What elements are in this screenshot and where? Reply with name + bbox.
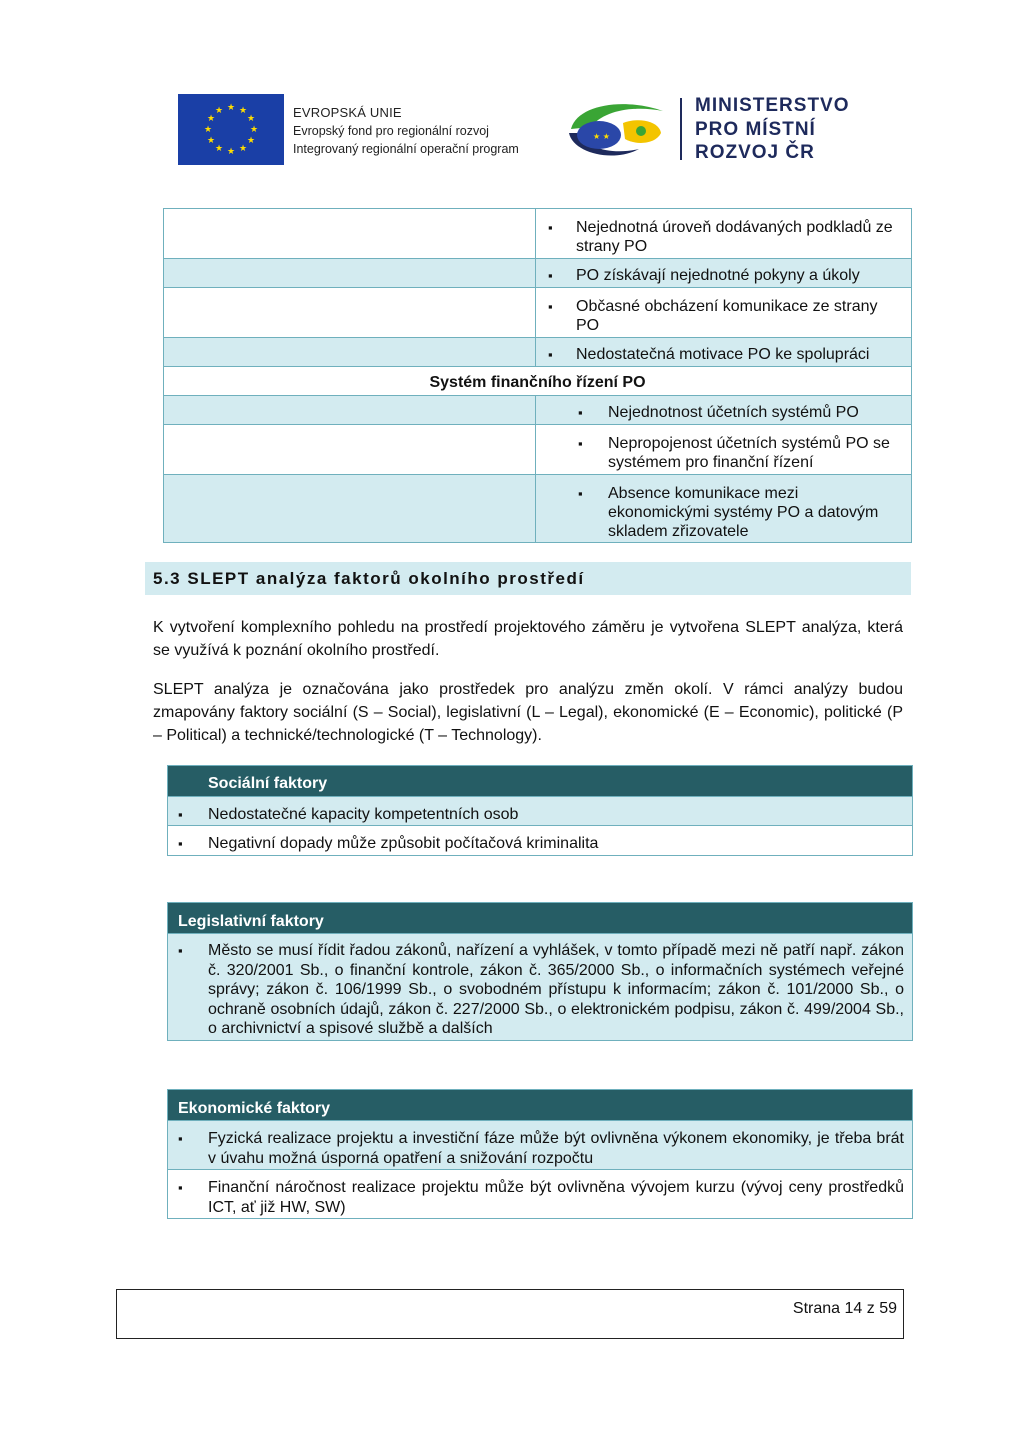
bullet-icon: ▪ [548, 268, 553, 283]
svg-text:★: ★ [246, 136, 256, 146]
risk-item: Občasné obcházení komunikace ze strany PO [576, 298, 878, 334]
table-row [168, 796, 912, 825]
risk-item: Nejednotná úroveň dodávaných podkladů ze strany PO [576, 219, 893, 255]
slept-paragraph: SLEPT analýza je označována jako prostředek pro analýzu změn okolí. V rámci analýzy budou zmapovány faktory sociální (S – Social), legislativní (L – Legal), ekonomické (E – Economic), politické (P – Political) a technické/technologické (T – Technology). [153, 681, 903, 744]
table-header: Ekonomické faktory [168, 1090, 912, 1120]
risk-table [163, 208, 912, 543]
svg-text:★ ★: ★ ★ [593, 132, 610, 141]
table-row [164, 288, 911, 338]
table-cell-empty [164, 338, 536, 366]
bullet-icon: ▪ [548, 347, 553, 362]
svg-text:★: ★ [249, 125, 259, 135]
factor-item: Finanční náročnost realizace projektu může být ovlivněna vývojem kurzu (vývoj ceny prostředků ICT, ať již HW, SW) [208, 1179, 904, 1216]
svg-text:★: ★ [206, 114, 216, 124]
svg-text:★: ★ [226, 147, 236, 157]
svg-text:★: ★ [203, 125, 213, 135]
table-row [168, 825, 912, 855]
table-row [164, 475, 911, 542]
table-header: Legislativní faktory [168, 903, 912, 933]
table-row [164, 425, 911, 475]
ministry-name [695, 94, 850, 165]
risk-item: Nepropojenost účetních systémů PO se systémem pro finanční řízení [608, 435, 890, 471]
risk-item: Absence komunikace mezi ekonomickými systémy PO a datovým skladem zřizovatele [608, 485, 879, 540]
svg-text:★: ★ [238, 106, 248, 116]
page-number: Strana 14 z 59 [792, 1300, 897, 1317]
table-cell-empty [164, 209, 536, 258]
risk-item: Nedostatečná motivace PO ke spolupráci [576, 346, 870, 363]
table-cell [536, 396, 911, 424]
table-row [164, 209, 911, 259]
table-cell-empty [164, 475, 536, 542]
ministry-logo-icon [563, 99, 669, 161]
section-heading: 5.3 SLEPT analýza faktorů okolního prostředí [145, 562, 911, 595]
table-cell-empty [164, 259, 536, 287]
bullet-icon: ▪ [178, 836, 183, 851]
factor-item: Nedostatečné kapacity kompetentních osob [208, 806, 519, 823]
bullet-icon: ▪ [578, 486, 583, 501]
eu-title: EVROPSKÁ UNIE [293, 105, 402, 120]
ministry-line-2: PRO MÍSTNÍ [695, 118, 816, 140]
factor-item: Negativní dopady může způsobit počítačová kriminalita [208, 835, 599, 852]
table-cell [536, 475, 911, 542]
economic-factors-table [167, 1089, 913, 1219]
bullet-icon: ▪ [178, 807, 183, 822]
ministry-line-3: ROZVOJ ČR [695, 142, 815, 163]
svg-text:★: ★ [214, 144, 224, 154]
eu-fund-line: Evropský fond pro regionální rozvoj [293, 124, 489, 138]
table-row [164, 259, 911, 288]
bullet-icon: ▪ [178, 943, 183, 958]
bullet-icon: ▪ [548, 299, 553, 314]
table-row [168, 1120, 912, 1169]
eu-program-text [293, 104, 519, 158]
logo-separator [680, 98, 682, 160]
table-row [168, 933, 912, 1040]
social-factors-table [167, 765, 913, 856]
risk-item: Nejednotnost účetních systémů PO [608, 404, 859, 421]
table-cell [536, 425, 911, 474]
table-row [164, 396, 911, 425]
table-cell-empty [164, 396, 536, 424]
eu-flag-icon [178, 94, 284, 165]
table-section-title: Systém finančního řízení PO [429, 374, 646, 391]
bullet-icon: ▪ [578, 436, 583, 451]
bullet-icon: ▪ [178, 1131, 183, 1146]
table-row [168, 1169, 912, 1218]
legislative-factors-table [167, 902, 913, 1041]
table-cell [536, 209, 911, 258]
ministry-line-1: MINISTERSTVO [695, 95, 850, 116]
eu-program-line: Integrovaný regionální operační program [293, 142, 519, 156]
svg-text:★: ★ [238, 144, 248, 154]
table-cell [536, 259, 911, 287]
risk-item: PO získávají nejednotné pokyny a úkoly [576, 267, 860, 284]
table-cell-empty [164, 288, 536, 337]
svg-text:★: ★ [214, 106, 224, 116]
table-row [164, 338, 911, 367]
table-cell [536, 338, 911, 366]
svg-text:★: ★ [226, 103, 236, 113]
table-header: Sociální faktory [168, 766, 912, 796]
bullet-icon: ▪ [548, 220, 553, 235]
table-cell-empty [164, 425, 536, 474]
svg-text:★: ★ [246, 114, 256, 124]
table-cell [536, 288, 911, 337]
bullet-icon: ▪ [178, 1180, 183, 1195]
factor-item: Město se musí řídit řadou zákonů, nařízení a vyhlášek, v tomto případě mezi ně patří např. zákon č. 320/2001 Sb., o finanční kontrole, zákon č. 365/2000 Sb., o informačních systémech veřejné správy; zákon č. 106/1999 Sb., o svobodném přístupu k informacím; zákon č. 101/2000 Sb., o ochraně osobních údajů, zákon č. 227/2000 Sb., o elektronickém podpisu, zákon č. 499/2004 Sb., o archivnictví a spisové službě a dalších [208, 942, 904, 1037]
page-footer [116, 1289, 904, 1339]
table-row [164, 367, 911, 396]
svg-text:★: ★ [206, 136, 216, 146]
intro-paragraph: K vytvoření komplexního pohledu na prostředí projektového záměru je vytvořena SLEPT analýza, která se využívá k poznání okolního prostředí. [153, 619, 903, 659]
factor-item: Fyzická realizace projektu a investiční fáze může být ovlivněna výkonem ekonomiky, je třeba brát v úvahu možná úsporná opatření a snižování rozpočtu [208, 1130, 904, 1167]
bullet-icon: ▪ [578, 405, 583, 420]
